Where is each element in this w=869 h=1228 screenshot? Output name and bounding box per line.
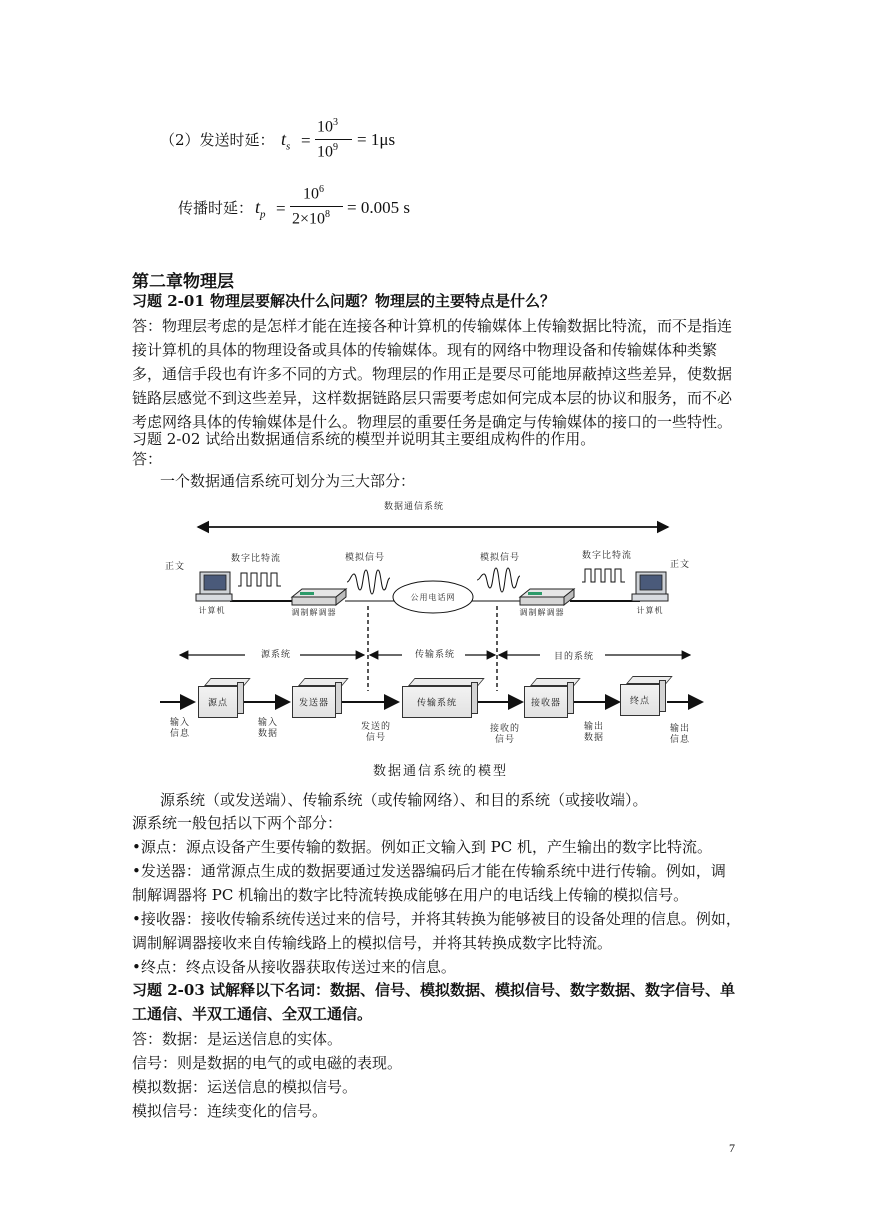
computer-label: 计算机: [198, 606, 226, 615]
body-line: •源点：源点设备产生要传输的数据。例如正文输入到 PC 机，产生输出的数字比特流。: [132, 838, 712, 856]
modem-icon: [292, 589, 346, 605]
digital-bitstream-label: 数字比特流: [581, 551, 633, 561]
diagram-caption: 数据通信系统的模型: [373, 764, 509, 779]
received-signal-label: 接收的 信号: [489, 724, 521, 745]
sent-signal-label: 发送的 信号: [360, 722, 392, 743]
send-result: = 1μs: [357, 130, 396, 149]
tp-symbol: $t_p$: [255, 197, 266, 221]
analog-signal-label: 模拟信号: [479, 553, 521, 563]
modem-icon: [520, 589, 574, 605]
input-info-label: 输入 信息: [169, 718, 191, 739]
destination-system-label: 目的系统: [553, 652, 595, 662]
digital-bitstream-label: 数字比特流: [230, 554, 282, 564]
q203-line: 信号：则是数据的电气的或电磁的表现。: [132, 1054, 403, 1072]
data-communication-diagram: [150, 494, 710, 756]
body-line: 源系统一般包括以下两个部分：: [132, 814, 343, 832]
doc-label-left: 正文: [165, 562, 186, 572]
body-line: •发送器：通常源点生成的数据要通过发送器编码后才能在传输系统中进行传输。例如，调: [132, 862, 726, 880]
q201-title: 习题 2-01 物理层要解决什么问题？物理层的主要特点是什么？: [132, 292, 555, 310]
transmission-box: 传输系统: [402, 678, 478, 718]
body-line: •接收器：接收传输系统传送过来的信号，并将其转换为能够被目的设备处理的信息。例如，: [132, 910, 741, 928]
q203-title: 工通信、半双工通信、全双工通信。: [132, 1005, 373, 1023]
equals-sign: =: [276, 199, 286, 218]
computer-label: 计算机: [636, 606, 664, 615]
destination-box: 终点: [620, 676, 666, 716]
send-denominator: $10^9$: [317, 142, 338, 161]
send-delay-label: （2）发送时延：: [160, 131, 275, 149]
ts-symbol: $t_s$: [281, 129, 291, 153]
q201-line: 答：物理层考虑的是怎样才能在连接各种计算机的传输媒体上传输数据比特流，而不是指连: [132, 317, 733, 335]
system-label: 数据通信系统: [383, 502, 445, 512]
computer-icon: [196, 572, 232, 601]
chapter-title: 第二章物理层: [132, 272, 234, 292]
q202-title: 习题 2-02 试给出数据通信系统的模型并说明其主要组成构件的作用。: [132, 430, 596, 448]
body-line: 制解调器将 PC 机输出的数字比特流转换成能够在用户的电话线上传输的模拟信号。: [132, 886, 689, 904]
prop-result: = 0.005 s: [347, 198, 410, 217]
output-info-label: 输出 信息: [669, 724, 691, 745]
network-label: 公用电话网: [410, 593, 456, 602]
prop-denominator: $2\times 10^8$: [292, 209, 331, 228]
send-numerator: $10^3$: [317, 117, 338, 136]
q201-line: 考虑网络具体的传输媒体是什么。物理层的重要任务是确定与传输媒体的接口的一些特性。: [132, 413, 733, 431]
fraction-line: [315, 139, 352, 140]
modem-label: 调制解调器: [291, 608, 337, 617]
q201-line: 链路层感觉不到这些差异，这样数据链路层只需要考虑如何完成本层的协议和服务，而不必: [132, 389, 733, 407]
q203-title: 习题 2-03 试解释以下名词：数据、信号、模拟数据、模拟信号、数字数据、数字信号、单: [132, 981, 735, 999]
q202-answer: 答：: [132, 450, 163, 468]
q201-line: 多，通信手段也有许多不同的方式。物理层的作用正是要尽可能地屏蔽掉这些差异，使数据: [132, 365, 733, 383]
source-box: 源点: [198, 678, 244, 718]
q203-line: 模拟数据：运送信息的模拟信号。: [132, 1078, 358, 1096]
q203-line: 模拟信号：连续变化的信号。: [132, 1102, 328, 1120]
body-line: 调制解调器接收来自传输线路上的模拟信号，并将其转换成数字比特流。: [132, 934, 613, 952]
body-line: 源系统（或发送端）、传输系统（或传输网络）、和目的系统（或接收端）。: [160, 791, 648, 809]
q202-intro: 一个数据通信系统可划分为三大部分：: [160, 472, 416, 490]
input-data-label: 输入 数据: [257, 718, 279, 739]
analog-signal-label: 模拟信号: [344, 553, 386, 563]
q201-line: 接计算机的具体的物理设备或具体的传输媒体。现有的网络中物理设备和传输媒体种类繁: [132, 341, 718, 359]
computer-icon: [632, 572, 668, 601]
modem-label: 调制解调器: [519, 608, 565, 617]
receiver-box: 接收器: [524, 678, 574, 718]
fraction-line: [290, 206, 343, 207]
page-number: 7: [729, 1141, 735, 1155]
equals-sign: =: [301, 131, 311, 150]
output-data-label: 输出 数据: [583, 722, 605, 743]
body-line: •终点：终点设备从接收器获取传送过来的信息。: [132, 958, 456, 976]
prop-delay-label: 传播时延：: [178, 199, 254, 217]
prop-numerator: $10^6$: [303, 184, 324, 203]
q203-line: 答：数据：是运送信息的实体。: [132, 1030, 343, 1048]
sender-box: 发送器: [292, 678, 342, 718]
source-system-label: 源系统: [260, 650, 292, 660]
doc-label-right: 正文: [670, 560, 691, 570]
transmission-system-label: 传输系统: [414, 650, 456, 660]
